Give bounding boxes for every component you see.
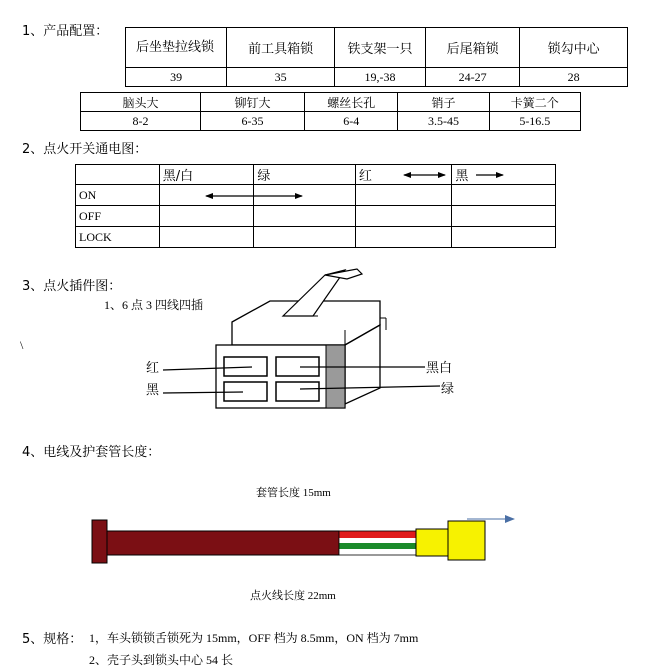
section-3-title: 3、点火插件图： [22, 279, 122, 294]
ignition-col-header: 黑/白 [159, 165, 254, 185]
config-value: 8-2 [81, 112, 201, 131]
config-header: 脑头大 [81, 93, 201, 112]
config-header: 锁勾中心 [520, 28, 628, 68]
config-value: 39 [126, 68, 227, 87]
config-header: 销子 [398, 93, 489, 112]
ignition-col-header: 黑 [452, 165, 556, 185]
wire-length-label: 点火线长度 22mm [250, 590, 336, 602]
ignition-row-label: ON [76, 185, 160, 206]
ignition-col-header: 红 [355, 165, 452, 185]
config-value: 3.5-45 [398, 112, 489, 131]
ignition-col-header: 绿 [254, 165, 356, 185]
section-1-title: 1、产品配置： [22, 24, 109, 39]
config-value: 19,-38 [335, 68, 426, 87]
config-header: 后尾箱锁 [425, 28, 519, 68]
plug-subtitle: 1、6 点 3 四线四插 [104, 298, 204, 312]
spec-line-1: 1，车头锁锁舌锁死为 15mm，OFF 档为 8.5mm，ON 档为 7mm [89, 631, 419, 645]
config-header: 卡簧二个 [489, 93, 580, 112]
ignition-row-label: OFF [76, 206, 160, 227]
plug-label-red: 红 [146, 361, 160, 376]
plug-label-black-white: 黑白 [426, 361, 453, 376]
config-value: 6-4 [305, 112, 398, 131]
section-5-title: 5、规格： [22, 632, 83, 647]
plug-label-black: 黑 [146, 383, 160, 398]
config-value: 24-27 [425, 68, 519, 87]
config-header: 铆钉大 [200, 93, 304, 112]
stray-mark: \ [20, 338, 24, 352]
config-header: 螺丝长孔 [305, 93, 398, 112]
config-value: 6-35 [200, 112, 304, 131]
section-2-title: 2、点火开关通电图： [22, 142, 148, 157]
section-4-title: 4、电线及护套管长度： [22, 445, 161, 460]
config-header: 铁支架一只 [335, 28, 426, 68]
config-header: 前工具箱锁 [227, 28, 335, 68]
config-value: 28 [520, 68, 628, 87]
sleeve-length-label: 套管长度 15mm [256, 487, 331, 499]
config-header: 后坐垫拉线锁 [126, 28, 227, 68]
plug-label-green: 绿 [441, 382, 455, 397]
ignition-row-label: LOCK [76, 227, 160, 248]
config-value: 35 [227, 68, 335, 87]
spec-line-2: 2、壳子头到锁头中心 54 长 [89, 653, 234, 667]
config-value: 5-16.5 [489, 112, 580, 131]
